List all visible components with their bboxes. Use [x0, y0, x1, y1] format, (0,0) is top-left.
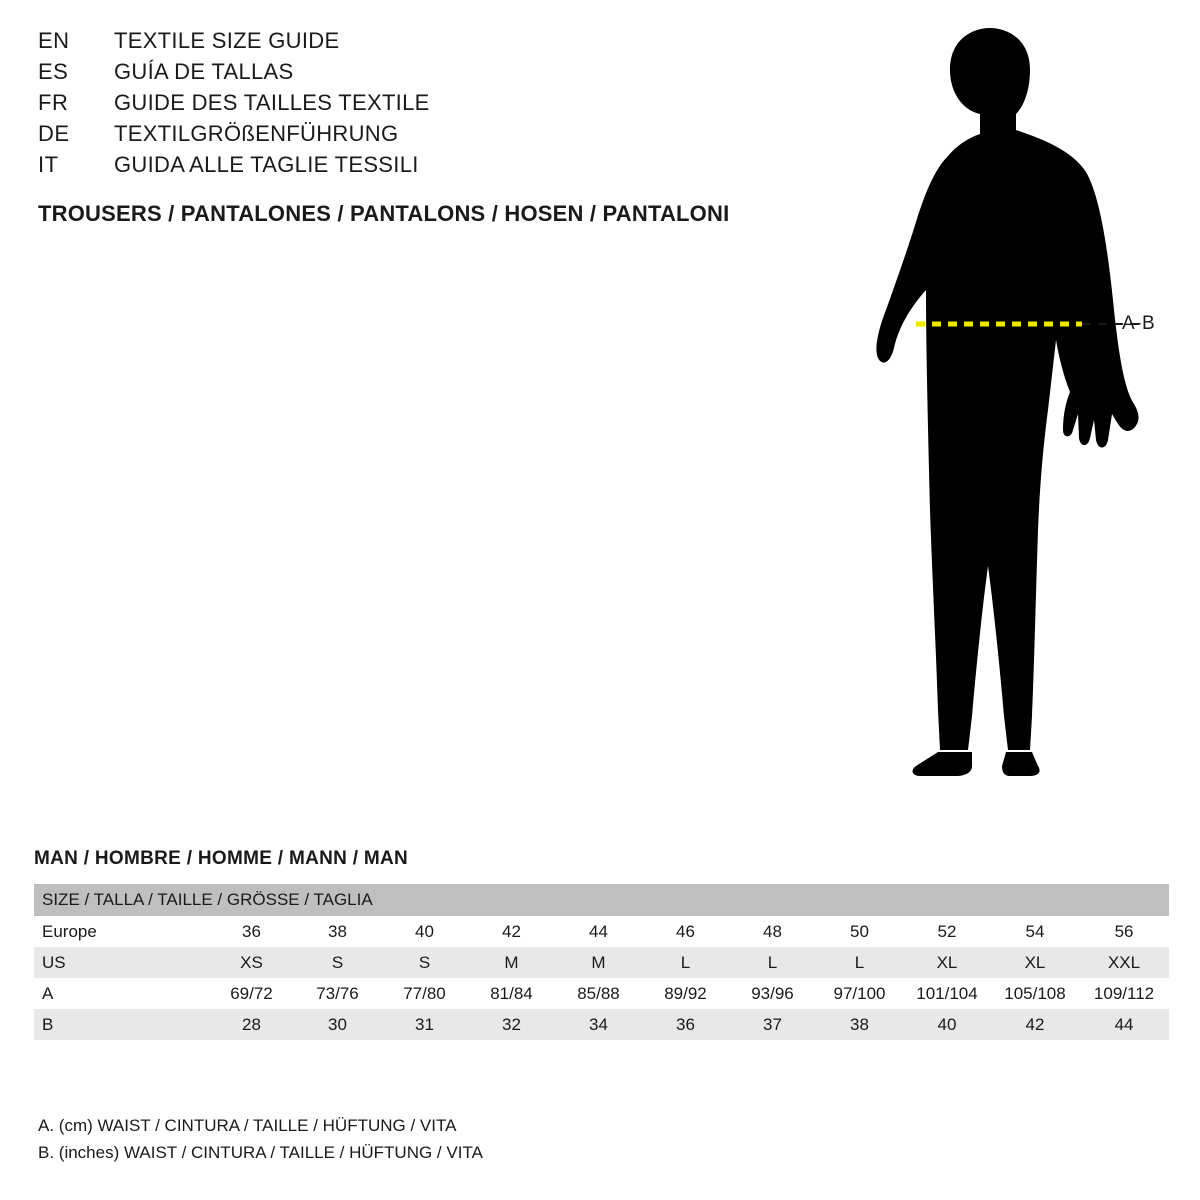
cell: 109/112	[1079, 978, 1169, 1009]
cell: XXL	[1079, 947, 1169, 978]
footnote-b: B. (inches) WAIST / CINTURA / TAILLE / HÜFTUNG / VITA	[38, 1143, 483, 1162]
language-row-de	[38, 121, 798, 152]
cell: 85/88	[555, 978, 642, 1009]
cell: XL	[903, 947, 991, 978]
row-label-b: B	[34, 1009, 209, 1040]
table-row	[34, 978, 1169, 1009]
cell: 37	[729, 1009, 816, 1040]
row-label-a: A	[34, 978, 209, 1009]
cell: 93/96	[729, 978, 816, 1009]
row-label-us: US	[34, 947, 209, 978]
cell: XS	[209, 947, 294, 978]
cell: 36	[642, 1009, 729, 1040]
footnote-a: A. (cm) WAIST / CINTURA / TAILLE / HÜFTUNG / VITA	[38, 1116, 457, 1135]
cell: 81/84	[468, 978, 555, 1009]
cell: 42	[991, 1009, 1079, 1040]
cell: M	[468, 947, 555, 978]
cell: 38	[816, 1009, 903, 1040]
language-text-es: GUÍA DE TALLAS	[114, 59, 294, 84]
table-row	[34, 916, 1169, 947]
cell: 30	[294, 1009, 381, 1040]
cell: 40	[381, 916, 468, 947]
cell: 48	[729, 916, 816, 947]
cell: 42	[468, 916, 555, 947]
cell: 105/108	[991, 978, 1079, 1009]
cell: 31	[381, 1009, 468, 1040]
cell: 28	[209, 1009, 294, 1040]
table-row	[34, 947, 1169, 978]
cell: L	[816, 947, 903, 978]
size-table-section	[34, 848, 1169, 1040]
cell: 97/100	[816, 978, 903, 1009]
title-block	[38, 28, 798, 227]
cell: S	[381, 947, 468, 978]
language-code-fr: FR	[38, 90, 69, 115]
table-header-row	[34, 884, 1169, 916]
language-text-fr: GUIDE DES TAILLES TEXTILE	[114, 90, 430, 115]
silhouette-shape	[876, 28, 1138, 776]
cell: M	[555, 947, 642, 978]
cell: 46	[642, 916, 729, 947]
cell: 56	[1079, 916, 1169, 947]
cell: 40	[903, 1009, 991, 1040]
cell: 34	[555, 1009, 642, 1040]
cell: 89/92	[642, 978, 729, 1009]
language-code-es: ES	[38, 59, 69, 84]
language-row-it	[38, 152, 798, 183]
table-section-heading: MAN / HOMBRE / HOMME / MANN / MAN	[34, 848, 409, 869]
cell: 73/76	[294, 978, 381, 1009]
cell: 32	[468, 1009, 555, 1040]
cell: 44	[1079, 1009, 1169, 1040]
language-code-en: EN	[38, 28, 70, 53]
cell: 69/72	[209, 978, 294, 1009]
cell: L	[729, 947, 816, 978]
footnotes	[38, 1112, 838, 1166]
cell: 52	[903, 916, 991, 947]
language-text-de: TEXTILGRÖßENFÜHRUNG	[114, 121, 399, 146]
cell: 101/104	[903, 978, 991, 1009]
language-row-fr	[38, 90, 798, 121]
cell: 50	[816, 916, 903, 947]
cell: 54	[991, 916, 1079, 947]
size-table	[34, 884, 1169, 1040]
measure-label-ab: A-B	[1122, 313, 1156, 334]
table-row	[34, 1009, 1169, 1040]
row-label-europe: Europe	[34, 916, 209, 947]
language-row-en	[38, 28, 798, 59]
cell: XL	[991, 947, 1079, 978]
cell: 38	[294, 916, 381, 947]
language-text-en: TEXTILE SIZE GUIDE	[114, 28, 340, 53]
cell: 77/80	[381, 978, 468, 1009]
language-row-es	[38, 59, 798, 90]
cell: S	[294, 947, 381, 978]
language-code-it: IT	[38, 152, 59, 177]
cell: 44	[555, 916, 642, 947]
male-silhouette-figure	[790, 10, 1190, 800]
cell: L	[642, 947, 729, 978]
table-header-label: SIZE / TALLA / TAILLE / GRÖSSE / TAGLIA	[34, 884, 1169, 916]
cell: 36	[209, 916, 294, 947]
language-code-de: DE	[38, 121, 70, 146]
language-text-it: GUIDA ALLE TAGLIE TESSILI	[114, 152, 419, 177]
garment-type-line: TROUSERS / PANTALONES / PANTALONS / HOSEN / PANTALONI	[38, 201, 730, 226]
